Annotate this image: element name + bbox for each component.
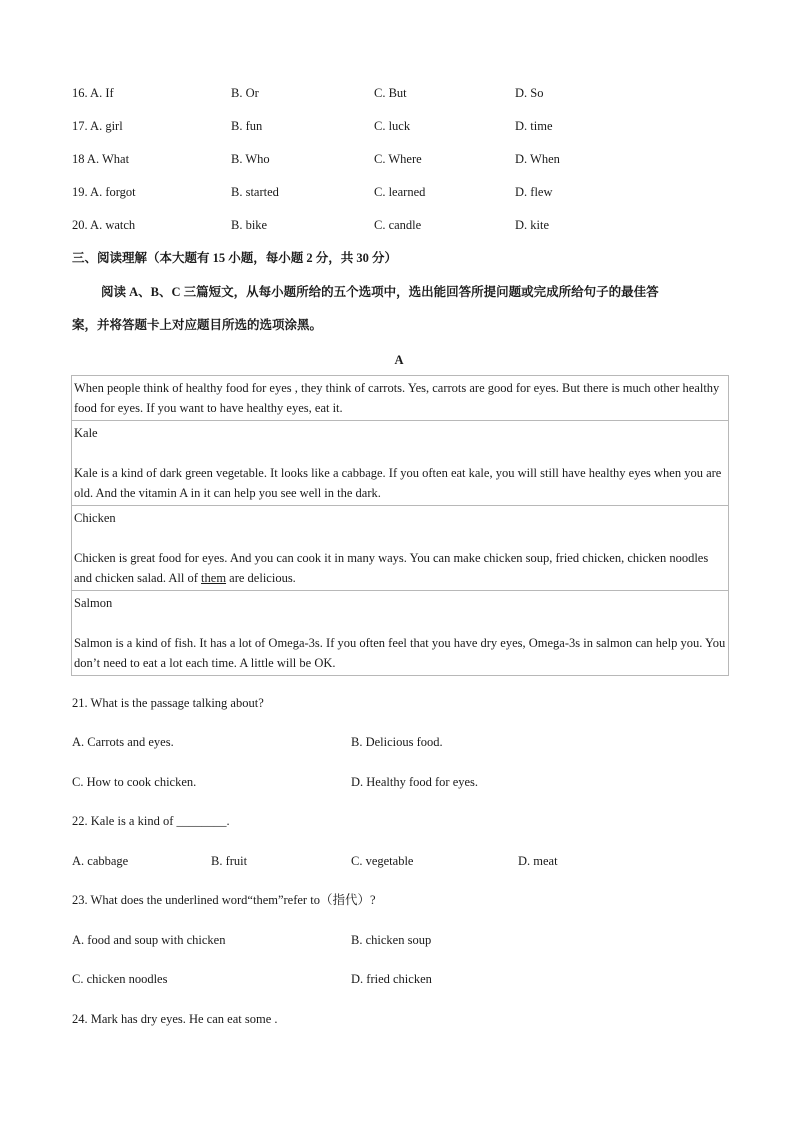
question-23: 23. What does the underlined word“them”refer to（指代）? [72,893,376,907]
salmon-body: Salmon is a kind of fish. It has a lot of Omega-3s. If you often feel that you have dry eyes, Omega-3s in salmon can help you. You don’t need to eat a lot each time. A little will be OK. [74,636,726,670]
question-24: 24. Mark has dry eyes. He can eat some . [72,1012,278,1026]
option-17-c: C. luck [374,119,411,133]
option-20-d: D. kite [515,218,550,232]
q22-option-d: D. meat [518,854,558,868]
q23-option-a: A. food and soup with chicken [72,933,226,947]
option-16-c: C. But [374,86,407,100]
passage-intro-row [72,376,729,421]
option-18-c: C. Where [374,152,422,166]
passage-label: A [394,353,404,367]
passage-table [71,375,729,676]
q22-option-c: C. vegetable [351,854,414,868]
option-19-a: 19. A. forgot [72,185,136,199]
option-18-b: B. Who [231,152,270,166]
instructions-line-1: 阅读 A、B、C 三篇短文，从每小题所给的五个选项中，选出能回答所提问题或完成所给句子的最佳答 [101,285,659,299]
q21-option-b: B. Delicious food. [351,735,443,749]
option-20-b: B. bike [231,218,268,232]
salmon-row [72,591,729,676]
option-17-b: B. fun [231,119,263,133]
kale-row [72,421,729,506]
option-19-d: D. flew [515,185,553,199]
q22-option-b: B. fruit [211,854,248,868]
option-17-a: 17. A. girl [72,119,123,133]
underlined-word-them: them [201,571,227,585]
chicken-body-text: Chicken is great food for eyes. And you can cook it in many ways. You can make chicken soup, fried chicken, chicken noodles and chicken salad. All of [74,551,709,585]
q21-option-c: C. How to cook chicken. [72,775,197,789]
chicken-title: Chicken [74,511,116,525]
q23-option-d: D. fried chicken [351,972,432,986]
option-18-d: D. When [515,152,560,166]
passage-intro: When people think of healthy food for eyes , they think of carrots. Yes, carrots are good for eyes. But there is much other healthy food for eyes. If you want to have healthy eyes, eat it. [72,376,729,421]
option-19-c: C. learned [374,185,426,199]
kale-body: Kale is a kind of dark green vegetable. It looks like a cabbage. If you often eat kale, you will still have healthy eyes when you are old. And the vitamin A in it can help you see well in the dark. [74,466,722,500]
section-heading: 三、阅读理解（本大题有 15 小题，每小题 2 分，共 30 分） [72,251,398,265]
q23-option-c: C. chicken noodles [72,972,168,986]
q21-option-d: D. Healthy food for eyes. [351,775,479,789]
chicken-row [72,506,729,591]
q22-option-a: A. cabbage [72,854,129,868]
option-17-d: D. time [515,119,553,133]
salmon-title: Salmon [74,596,113,610]
option-16-b: B. Or [231,86,259,100]
q23-option-b: B. chicken soup [351,933,432,947]
option-18-a: 18 A. What [72,152,130,166]
kale-title: Kale [74,426,98,440]
q21-option-a: A. Carrots and eyes. [72,735,174,749]
instructions-line-2: 案，并将答题卡上对应题目所选的选项涂黑。 [72,318,323,332]
question-21: 21. What is the passage talking about? [72,696,264,710]
option-20-a: 20. A. watch [72,218,136,232]
chicken-body [74,548,726,588]
option-19-b: B. started [231,185,279,199]
chicken-body-end: are delicious. [226,571,296,585]
option-16-d: D. So [515,86,544,100]
question-22: 22. Kale is a kind of ________. [72,814,230,828]
option-16-a: 16. A. If [72,86,114,100]
option-20-c: C. candle [374,218,422,232]
